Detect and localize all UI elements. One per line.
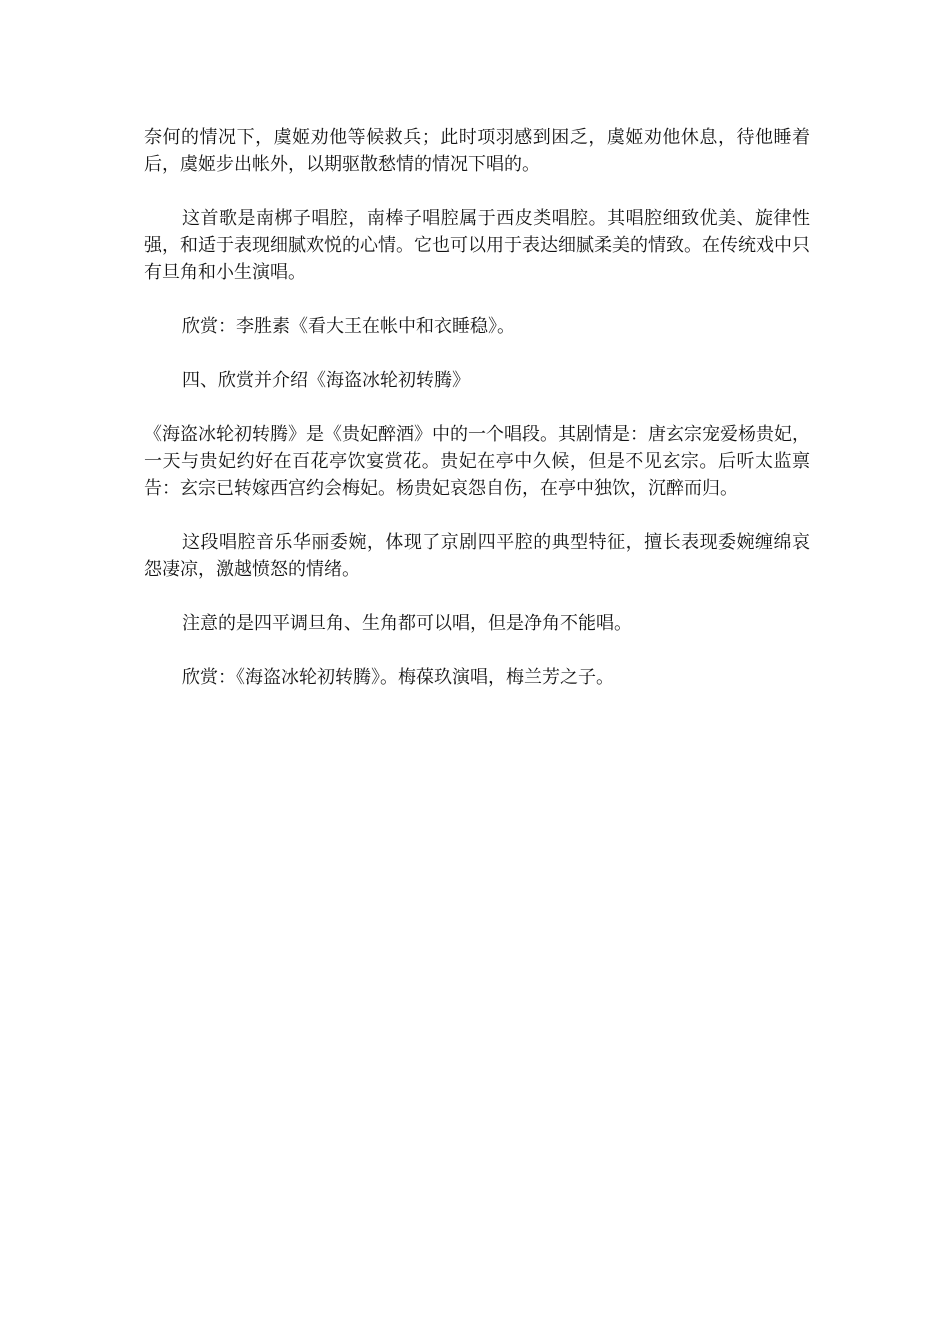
paragraph-6: 这段唱腔音乐华丽委婉，体现了京剧四平腔的典型特征，擅长表现委婉缠绵哀怨凄凉，激越愤怒的情绪。	[144, 532, 810, 580]
section-heading: 四、欣赏并介绍《海盗冰轮初转腾》	[182, 370, 470, 391]
paragraph-2: 这首歌是南梆子唱腔，南棒子唱腔属于西皮类唱腔。其唱腔细致优美、旋律性强，和适于表现细腻欢悦的心情。它也可以用于表达细腻柔美的情致。在传统戏中只有旦角和小生演唱。	[144, 208, 810, 283]
paragraph-1: 奈何的情况下，虞姬劝他等候救兵；此时项羽感到困乏，虞姬劝他休息，待他睡着后，虞姬步出帐外，以期驱散愁情的情况下唱的。	[144, 127, 810, 175]
paragraph-5: 《海盗冰轮初转腾》是《贵妃醉酒》中的一个唱段。其剧情是：唐玄宗宠爱杨贵妃，一天与贵妃约好在百花亭饮宴赏花。贵妃在亭中久候，但是不见玄宗。后听太监禀告：玄宗已转嫁西宫约会梅妃。杨贵妃哀怨自伤，在亭中独饮，沉醉而归。	[144, 424, 810, 499]
document-body	[144, 124, 810, 718]
paragraph-7: 注意的是四平调旦角、生角都可以唱，但是净角不能唱。	[182, 613, 632, 634]
paragraph-3: 欣赏：李胜素《看大王在帐中和衣睡稳》。	[182, 316, 515, 337]
paragraph-8: 欣赏：《海盗冰轮初转腾》。梅葆玖演唱，梅兰芳之子。	[182, 667, 614, 688]
